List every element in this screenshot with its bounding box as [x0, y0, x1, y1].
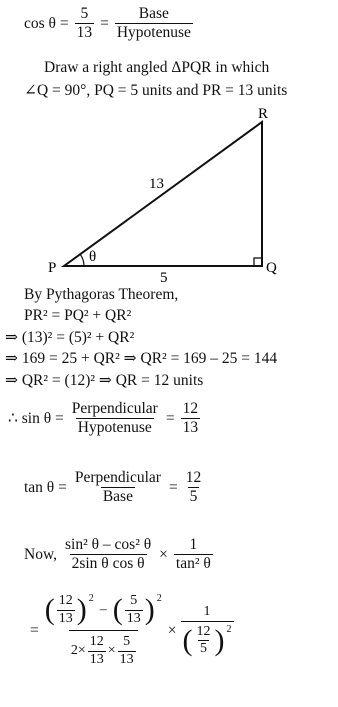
now-expression: Now, $\frac{\text{sin² θ – cos² θ}}{\text{2sin θ cos θ}}$ × $\frac{1}{\text{tan² θ}}$ — [24, 536, 211, 573]
pythagoras-line-3: ⇒ 169 = 25 + QR² ⇒ QR² = 169 – 25 = 144 — [5, 350, 278, 367]
triangle-diagram — [0, 100, 338, 290]
side-label-base: 5 — [160, 270, 168, 286]
right-angle-mark — [254, 258, 262, 266]
tan-equation: tan θ = $\frac{\text{Perpendicular}}{\text{Base}}$ = $\frac{12}{5}$ — [24, 469, 202, 506]
main-expression-fraction: $\frac{\text{sin² θ – cos² θ}}{\text{2sin θ cos θ}}$ — [65, 536, 152, 573]
cos-lhs: cos θ = — [24, 14, 69, 32]
sin-equation: ∴ sin θ = $\frac{\text{Perpendicular}}{\text{Hypotenuse}}$ = $\frac{12}{13}$ — [8, 400, 199, 437]
angle-label-theta: θ — [89, 249, 97, 265]
cos-value-fraction: $\frac{5}{13}$ — [76, 5, 93, 42]
tan-ratio-fraction: $\frac{\text{Perpendicular}}{\text{Base}}$ — [74, 469, 161, 506]
pythagoras-line-2: ⇒ (13)² = (5)² + QR² — [5, 329, 135, 346]
triangle-pqr — [64, 122, 262, 266]
vertex-label-p: P — [48, 260, 57, 276]
triangle-conditions: ∠Q = 90°, PQ = 5 units and PR = 13 units — [24, 82, 288, 99]
sin-value-fraction: $\frac{12}{13}$ — [182, 400, 199, 437]
sin-ratio-fraction: $\frac{\text{Perpendicular}}{\text{Hypotenuse}}$ — [71, 400, 158, 437]
reciprocal-tan-fraction: $\frac{1}{\text{tan² θ}}$ — [175, 536, 211, 573]
cos-ratio-fraction: $\frac{\text{Base}}{\text{Hypotenuse}}$ — [116, 5, 191, 42]
pythagoras-heading: By Pythagoras Theorem, — [24, 286, 179, 303]
reciprocal-squared-fraction: 1 ( $\frac{12}{5}$ ) $^2$ — [182, 603, 232, 657]
draw-instruction: Draw a right angled ΔPQR in which — [44, 59, 270, 76]
cos-definition: cos θ = $\frac{5}{13}$ = $\frac{\text{Base}}{\text{Hypotenuse}}$ — [24, 5, 191, 42]
substituted-big-fraction — [43, 594, 164, 668]
pythagoras-line-4: ⇒ QR² = (12)² ⇒ QR = 12 units — [5, 372, 204, 389]
vertex-label-q: Q — [266, 260, 277, 276]
product-denominator: 2× $\frac{12}{13}$ × $\frac{5}{13}$ — [69, 630, 138, 667]
pythagoras-line-1: PR² = PQ² + QR² — [24, 307, 132, 324]
tan-value-fraction: $\frac{12}{5}$ — [185, 469, 202, 506]
side-label-hypotenuse: 13 — [149, 176, 164, 192]
difference-of-squares: ( $\frac{12}{13}$ ) $^2$ – ( $\frac{5}{13}$ ) $^2$ — [44, 593, 162, 627]
vertex-label-r: R — [258, 106, 269, 122]
final-substitution: = ( $\frac{12}{13}$ ) $^2$ – ( $\frac{5}{13}$ ) $^2$ 2× $\frac{12}{13}$ × $\frac{5}{13}$ × 1 ( $\frac{12}{5}$ ) $^2$ — [30, 593, 232, 668]
angle-arc — [80, 254, 84, 266]
